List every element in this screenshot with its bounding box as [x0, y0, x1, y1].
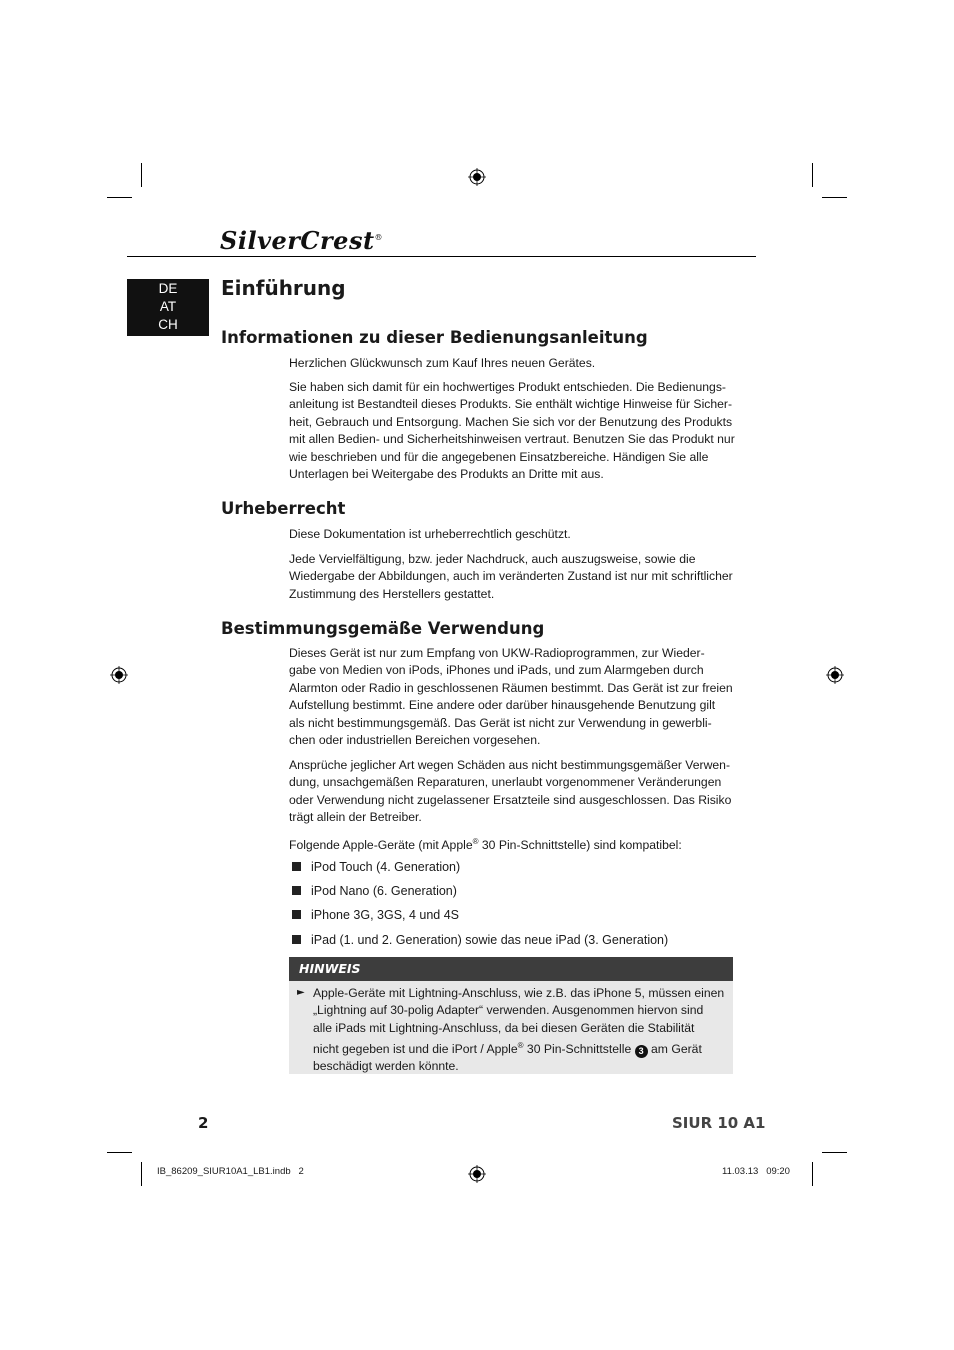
text-line: Wiedergabe der Abbildungen, auch im veränderten Zustand ist nur mit schriftlicher [289, 569, 733, 584]
text-line: nicht gegeben ist und die iPort / Apple® 30 Pin-Schnittstelle 3 am Gerät [313, 1040, 702, 1056]
text-line: beschädigt werden könnte. [313, 1059, 459, 1074]
text-line: Sie haben sich damit für ein hochwertiges Produkt entschieden. Die Bedienungs- [289, 380, 726, 394]
model-number: SIUR 10 A1 [672, 1114, 766, 1132]
text-line: mit allen Bedien- und Sicherheitshinweisen vertraut. Benutzen Sie das Produkt nur [289, 432, 735, 447]
list-item: iPod Nano (6. Generation) [292, 884, 457, 898]
header-rule [127, 256, 756, 257]
text-line: alle iPads mit Lightning-Anschluss, da bei diesen Geräten die Stabilität [313, 1020, 695, 1035]
bullet-square-icon [292, 910, 301, 919]
text-line: Jede Vervielfältigung, bzw. jeder Nachdruck, auch auszugsweise, sowie die [289, 552, 696, 566]
lang-code: DE [158, 281, 178, 296]
text-line: Aufstellung bestimmt. Eine andere oder darüber hinausgehende Benutzung gilt [289, 698, 716, 713]
paragraph: Folgende Apple-Geräte (mit Apple® 30 Pin-Schnittstelle) sind kompatibel: [289, 837, 682, 853]
text-line: anleitung ist Bestandteil dieses Produkts. Sie enthält wichtige Hinweise für Sicher- [289, 397, 733, 412]
list-item: iPad (1. und 2. Generation) sowie das neue iPad (3. Generation) [292, 933, 668, 947]
section-heading: Urheberrecht [221, 499, 346, 518]
page-number: 2 [198, 1114, 209, 1132]
text-line: wie beschrieben und für die angegebenen Einsatzbereiche. Händigen Sie alle [289, 449, 709, 464]
crop-mark [107, 1152, 132, 1153]
paragraph [289, 379, 739, 483]
print-slug-date: 11.03.13 09:20 [722, 1166, 790, 1177]
paragraph [289, 551, 739, 603]
text-line: dung, unsachgemäßen Reparaturen, unerlaubt vorgenommener Veränderungen [289, 775, 722, 790]
paragraph [289, 645, 739, 749]
list-item: iPhone 3G, 3GS, 4 und 4S [292, 908, 459, 922]
bullet-square-icon [292, 886, 301, 895]
text-line: Ansprüche jeglicher Art wegen Schäden aus nicht bestimmungsgemäßer Verwen- [289, 758, 731, 772]
crop-mark [812, 163, 813, 187]
lang-code: CH [158, 317, 178, 332]
brand-logo: SilverCrest® [220, 226, 384, 255]
text-line: „Lightning auf 30-polig Adapter“ verwenden. Ausgenommen hiervon sind [313, 1003, 704, 1018]
list-item: iPod Touch (4. Generation) [292, 860, 460, 874]
note-text [313, 985, 725, 1076]
section-heading: Bestimmungsgemäße Verwendung [221, 619, 545, 638]
text-line: Unterlagen bei Weitergabe des Produkts an Dritte mit aus. [289, 467, 604, 482]
paragraph: Diese Dokumentation ist urheberrechtlich geschützt. [289, 527, 571, 541]
paragraph [289, 757, 739, 827]
arrow-right-icon: ► [297, 987, 305, 998]
text-line: als nicht bestimmungsgemäß. Das Gerät ist nicht zur Verwendung in gewerbli- [289, 715, 712, 730]
crop-mark [822, 197, 847, 198]
bullet-square-icon [292, 862, 301, 871]
bullet-square-icon [292, 935, 301, 944]
text-line: Dieses Gerät ist nur zum Empfang von UKW-Radioprogrammen, zur Wieder- [289, 646, 705, 660]
text-line: trägt allein der Betreiber. [289, 810, 422, 825]
paragraph: Herzlichen Glückwunsch zum Kauf Ihres neuen Gerätes. [289, 356, 596, 370]
crop-mark [822, 1152, 847, 1153]
lang-code: AT [159, 299, 177, 314]
registration-mark-icon [110, 666, 128, 684]
registration-mark-icon [826, 666, 844, 684]
text-line: Apple-Geräte mit Lightning-Anschluss, wie z.B. das iPhone 5, müssen einen [313, 986, 725, 1000]
crop-mark [141, 1162, 142, 1186]
registration-mark-icon [468, 1165, 486, 1183]
page-title: Einführung [221, 276, 346, 300]
reference-number-badge: 3 [635, 1045, 648, 1058]
crop-mark [107, 197, 132, 198]
note-header: HINWEIS [289, 957, 733, 981]
crop-mark [812, 1162, 813, 1186]
crop-mark [141, 163, 142, 187]
language-tab [127, 279, 209, 336]
text-line: Alarmton oder Radio in geschlossenen Räumen bestimmt. Das Gerät ist zur freien [289, 680, 733, 695]
text-line: heit, Gebrauch und Entsorgung. Machen Sie sich vor der Benutzung des Produkts [289, 414, 733, 429]
text-line: oder Verwendung nicht zugelassener Ersatzteile sind ausgeschlossen. Das Risiko [289, 792, 732, 807]
text-line: gabe von Medien von iPods, iPhones und iPads, und zum Alarmgeben durch [289, 663, 704, 678]
section-heading: Informationen zu dieser Bedienungsanleitung [221, 328, 648, 347]
text-line: chen oder industriellen Bereichen vorgesehen. [289, 733, 541, 748]
print-slug-file: IB_86209_SIUR10A1_LB1.indb 2 [157, 1166, 304, 1177]
text-line: Zustimmung des Herstellers gestattet. [289, 586, 495, 601]
registration-mark-icon [468, 168, 486, 186]
